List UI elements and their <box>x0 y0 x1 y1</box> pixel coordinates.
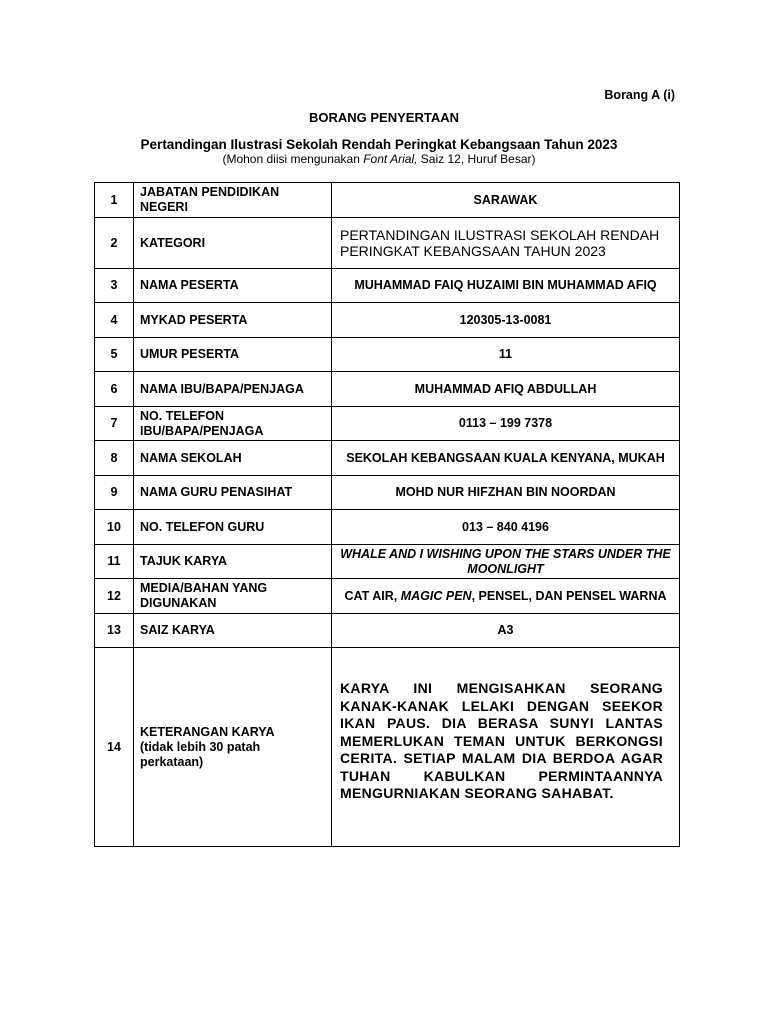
row-label: NAMA PESERTA <box>134 269 332 303</box>
row-label: NO. TELEFON IBU/BAPA/PENJAGA <box>134 407 332 441</box>
row-value: 120305-13-0081 <box>332 303 680 338</box>
row-label: NAMA IBU/BAPA/PENJAGA <box>134 372 332 407</box>
row-label-text: KETERANGAN KARYA <box>140 724 275 739</box>
row-value: WHALE AND I WISHING UPON THE STARS UNDER THE MOONLIGHT <box>332 545 680 579</box>
row-number: 4 <box>95 303 134 338</box>
row-number: 3 <box>95 269 134 303</box>
row-number: 12 <box>95 579 134 614</box>
row-label: SAIZ KARYA <box>134 614 332 648</box>
table-row <box>95 183 680 218</box>
row-number: 11 <box>95 545 134 579</box>
row-label: TAJUK KARYA <box>134 545 332 579</box>
form-code: Borang A (i) <box>604 88 675 102</box>
table-row <box>95 648 680 847</box>
row-number: 2 <box>95 218 134 269</box>
row-label <box>134 648 332 847</box>
row-number: 10 <box>95 510 134 545</box>
row-label-note: (tidak lebih 30 patah perkataan) <box>140 739 261 769</box>
form-subtitle: Pertandingan Ilustrasi Sekolah Rendah Peringkat Kebangsaan Tahun 2023 <box>140 137 618 152</box>
row-value: A3 <box>332 614 680 648</box>
form-instruction-suffix: Saiz 12, Huruf Besar) <box>417 152 536 166</box>
row-label: NAMA GURU PENASIHAT <box>134 476 332 510</box>
row-value: 0113 – 199 7378 <box>332 407 680 441</box>
row-value: 11 <box>332 338 680 372</box>
row-number: 9 <box>95 476 134 510</box>
row-label: MEDIA/BAHAN YANG DIGUNAKAN <box>134 579 332 614</box>
table-row <box>95 476 680 510</box>
row-label: JABATAN PENDIDIKAN NEGERI <box>134 183 332 218</box>
row-number: 6 <box>95 372 134 407</box>
row-value-part: , PENSEL, DAN PENSEL WARNA <box>471 588 667 603</box>
table-row <box>95 441 680 476</box>
table-row <box>95 372 680 407</box>
row-value: KARYA INI MENGISAHKAN SEORANG KANAK-KANAK LELAKI DENGAN SEEKOR IKAN PAUS. DIA BERASA SUNYI LANTAS MEMERLUKAN TEMAN UNTUK BERKONGSI CERITA. SETIAP MALAM DIA BERDOA AGAR TUHAN KABULKAN PERMINTAANNYA MENGURNIAKAN SEORANG SAHABAT. <box>332 648 680 847</box>
table-row <box>95 579 680 614</box>
table-row <box>95 218 680 269</box>
table-row <box>95 510 680 545</box>
row-number: 14 <box>95 648 134 847</box>
row-number: 1 <box>95 183 134 218</box>
table-row <box>95 269 680 303</box>
table-row <box>95 614 680 648</box>
table-row <box>95 545 680 579</box>
row-value-part: CAT AIR, <box>344 588 401 603</box>
row-label: NAMA SEKOLAH <box>134 441 332 476</box>
row-value: MOHD NUR HIFZHAN BIN NOORDAN <box>332 476 680 510</box>
table-row <box>95 407 680 441</box>
row-number: 7 <box>95 407 134 441</box>
row-value: PERTANDINGAN ILUSTRASI SEKOLAH RENDAH PERINGKAT KEBANGSAAN TAHUN 2023 <box>332 218 680 269</box>
row-number: 8 <box>95 441 134 476</box>
row-value: SEKOLAH KEBANGSAAN KUALA KENYANA, MUKAH <box>332 441 680 476</box>
row-value: 013 – 840 4196 <box>332 510 680 545</box>
row-label: KATEGORI <box>134 218 332 269</box>
form-title: BORANG PENYERTAAN <box>309 110 459 125</box>
form-instruction-prefix: (Mohon diisi mengunakan <box>222 152 364 166</box>
row-number: 13 <box>95 614 134 648</box>
form-instruction <box>0 152 758 166</box>
row-value <box>332 579 680 614</box>
row-label: MYKAD PESERTA <box>134 303 332 338</box>
form-instruction-font: Font Arial, <box>363 152 418 166</box>
row-value: SARAWAK <box>332 183 680 218</box>
entry-form-table <box>94 182 680 847</box>
row-value-part: MAGIC PEN <box>400 588 472 603</box>
row-value: MUHAMMAD FAIQ HUZAIMI BIN MUHAMMAD AFIQ <box>332 269 680 303</box>
row-value: MUHAMMAD AFIQ ABDULLAH <box>332 372 680 407</box>
row-number: 5 <box>95 338 134 372</box>
row-label: NO. TELEFON GURU <box>134 510 332 545</box>
table-row <box>95 338 680 372</box>
table-row <box>95 303 680 338</box>
row-label: UMUR PESERTA <box>134 338 332 372</box>
